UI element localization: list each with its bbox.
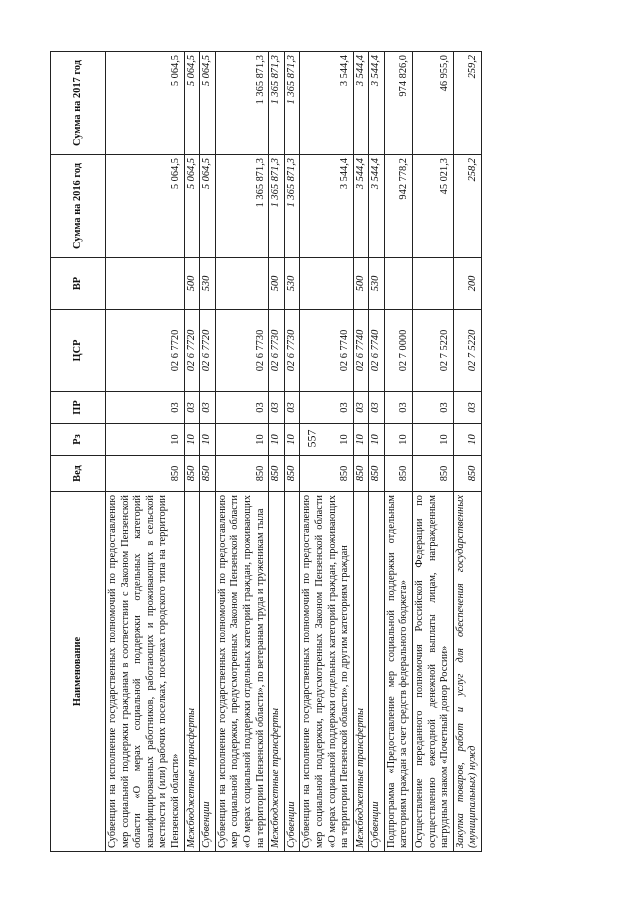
cell-sum-2017: 5 064,5 <box>200 52 216 155</box>
cell-csr: 02 6 7740 <box>300 310 353 392</box>
table-row <box>269 52 285 852</box>
cell-ved: 850 <box>284 456 300 492</box>
cell-rz: 10 <box>369 424 385 456</box>
cell-rz: 10 <box>384 424 412 456</box>
cell-sum-2017: 1 365 871,3 <box>215 52 268 155</box>
rotated-page-content <box>50 52 590 852</box>
cell-vr: 530 <box>369 258 385 310</box>
cell-sum-2016: 5 064,5 <box>200 155 216 258</box>
cell-rz: 10 <box>353 424 369 456</box>
cell-ved: 850 <box>269 456 285 492</box>
cell-name: Осуществление переданного полномочия Российской Федерации по осуществлению ежегодной денежной выплаты лицам, награжденным нагрудным знаком «Почетный донор России» <box>413 492 454 852</box>
header-pr: ПР <box>51 392 106 424</box>
cell-name: Субвенции <box>369 492 385 852</box>
page-number: 557 <box>304 429 319 448</box>
cell-ved: 850 <box>184 456 200 492</box>
cell-vr <box>384 258 412 310</box>
cell-pr: 03 <box>353 392 369 424</box>
cell-name: Субвенции <box>200 492 216 852</box>
table-row <box>215 52 268 852</box>
cell-csr: 02 6 7720 <box>184 310 200 392</box>
cell-rz: 10 <box>300 424 353 456</box>
table-body <box>106 52 482 852</box>
cell-csr: 02 6 7720 <box>106 310 185 392</box>
cell-vr <box>413 258 454 310</box>
cell-sum-2016: 1 365 871,3 <box>215 155 268 258</box>
cell-csr: 02 7 0000 <box>384 310 412 392</box>
cell-ved: 850 <box>215 456 268 492</box>
table-row <box>453 52 481 852</box>
cell-ved: 850 <box>106 456 185 492</box>
table-row <box>369 52 385 852</box>
cell-csr: 02 6 7720 <box>200 310 216 392</box>
cell-csr: 02 6 7730 <box>215 310 268 392</box>
header-ved: Вед <box>51 456 106 492</box>
cell-sum-2017: 3 544,4 <box>300 52 353 155</box>
cell-ved: 850 <box>200 456 216 492</box>
header-vr: ВР <box>51 258 106 310</box>
cell-pr: 03 <box>369 392 385 424</box>
cell-rz: 10 <box>106 424 185 456</box>
cell-pr: 03 <box>384 392 412 424</box>
table-header-row <box>51 52 106 852</box>
cell-vr: 500 <box>184 258 200 310</box>
table-row <box>300 52 353 852</box>
cell-pr: 03 <box>106 392 185 424</box>
cell-vr: 500 <box>353 258 369 310</box>
table-row <box>200 52 216 852</box>
cell-rz: 10 <box>200 424 216 456</box>
cell-csr: 02 6 7730 <box>284 310 300 392</box>
cell-csr: 02 7 5220 <box>453 310 481 392</box>
cell-sum-2017: 259,2 <box>453 52 481 155</box>
cell-vr: 200 <box>453 258 481 310</box>
cell-sum-2017: 1 365 871,3 <box>284 52 300 155</box>
cell-name: Межбюджетные трансферты <box>353 492 369 852</box>
cell-sum-2016: 1 365 871,3 <box>284 155 300 258</box>
cell-rz: 10 <box>284 424 300 456</box>
cell-pr: 03 <box>200 392 216 424</box>
cell-ved: 850 <box>369 456 385 492</box>
cell-name: Субвенции на исполнение государственных полномочий по предоставлению мер социальной поддержки, предусмотренных Законом Пензенской области «О мерах социальной поддержки отдельных категорий граждан, проживающих на территории Пензенской области», по другим категориям граждан <box>300 492 353 852</box>
cell-name: Межбюджетные трансферты <box>269 492 285 852</box>
cell-pr: 03 <box>413 392 454 424</box>
cell-sum-2016: 3 544,4 <box>353 155 369 258</box>
cell-ved: 850 <box>384 456 412 492</box>
cell-sum-2016: 942 778,2 <box>384 155 412 258</box>
cell-sum-2016: 3 544,4 <box>369 155 385 258</box>
cell-sum-2016: 5 064,5 <box>184 155 200 258</box>
cell-ved: 850 <box>453 456 481 492</box>
cell-csr: 02 7 5220 <box>413 310 454 392</box>
cell-name: Субвенции на исполнение государственных полномочий по предоставлению мер социальной поддержки гражданам в соответствии с Законом Пензенской области «О мерах социальной поддержки отдельных категорий квалифицированных работников, работающих и проживающих в сельской местности и (или) рабочих поселках, поселках городского типа на территории Пензенской области» <box>106 492 185 852</box>
cell-sum-2017: 1 365 871,3 <box>269 52 285 155</box>
cell-sum-2017: 3 544,4 <box>353 52 369 155</box>
budget-table <box>50 51 482 852</box>
cell-csr: 02 6 7740 <box>353 310 369 392</box>
cell-name: Субвенции на исполнение государственных полномочий по предоставлению мер социальной поддержки, предусмотренных Законом Пензенской области «О мерах социальной поддержки отдельных категорий граждан, проживающих на территории Пензенской области», по ветеранам труда и труженикам тыла <box>215 492 268 852</box>
table-row <box>106 52 185 852</box>
cell-sum-2017: 5 064,5 <box>106 52 185 155</box>
table-row <box>384 52 412 852</box>
cell-sum-2017: 46 955,0 <box>413 52 454 155</box>
cell-rz: 10 <box>453 424 481 456</box>
table-row <box>184 52 200 852</box>
cell-vr: 500 <box>269 258 285 310</box>
cell-pr: 03 <box>300 392 353 424</box>
cell-ved: 850 <box>413 456 454 492</box>
cell-name: Субвенции <box>284 492 300 852</box>
cell-rz: 10 <box>413 424 454 456</box>
cell-sum-2016: 5 064,5 <box>106 155 185 258</box>
cell-pr: 03 <box>184 392 200 424</box>
cell-ved: 850 <box>300 456 353 492</box>
cell-vr <box>300 258 353 310</box>
cell-csr: 02 6 7730 <box>269 310 285 392</box>
cell-rz: 10 <box>215 424 268 456</box>
cell-name: Закупка товаров, работ и услуг для обеспечения государственных (муниципальных) нужд <box>453 492 481 852</box>
cell-rz: 10 <box>184 424 200 456</box>
header-rz: Рз <box>51 424 106 456</box>
cell-ved: 850 <box>353 456 369 492</box>
header-sum-2017: Сумма на 2017 год <box>51 52 106 155</box>
table-row <box>353 52 369 852</box>
header-sum-2016: Сумма на 2016 год <box>51 155 106 258</box>
cell-pr: 03 <box>453 392 481 424</box>
cell-sum-2017: 3 544,4 <box>369 52 385 155</box>
cell-sum-2016: 45 021,3 <box>413 155 454 258</box>
header-name: Наименование <box>51 492 106 852</box>
header-csr: ЦСР <box>51 310 106 392</box>
cell-pr: 03 <box>269 392 285 424</box>
table-row <box>413 52 454 852</box>
cell-pr: 03 <box>215 392 268 424</box>
cell-vr <box>106 258 185 310</box>
cell-vr <box>215 258 268 310</box>
cell-sum-2016: 1 365 871,3 <box>269 155 285 258</box>
cell-rz: 10 <box>269 424 285 456</box>
cell-sum-2016: 258,2 <box>453 155 481 258</box>
table-row <box>284 52 300 852</box>
cell-csr: 02 6 7740 <box>369 310 385 392</box>
cell-sum-2017: 974 826,0 <box>384 52 412 155</box>
cell-sum-2016: 3 544,4 <box>300 155 353 258</box>
cell-name: Подпрограмма «Предоставление мер социальной поддержки отдельным категориям граждан за счет средств федерального бюджета» <box>384 492 412 852</box>
cell-vr: 530 <box>284 258 300 310</box>
cell-vr: 530 <box>200 258 216 310</box>
cell-pr: 03 <box>284 392 300 424</box>
cell-sum-2017: 5 064,5 <box>184 52 200 155</box>
cell-name: Межбюджетные трансферты <box>184 492 200 852</box>
